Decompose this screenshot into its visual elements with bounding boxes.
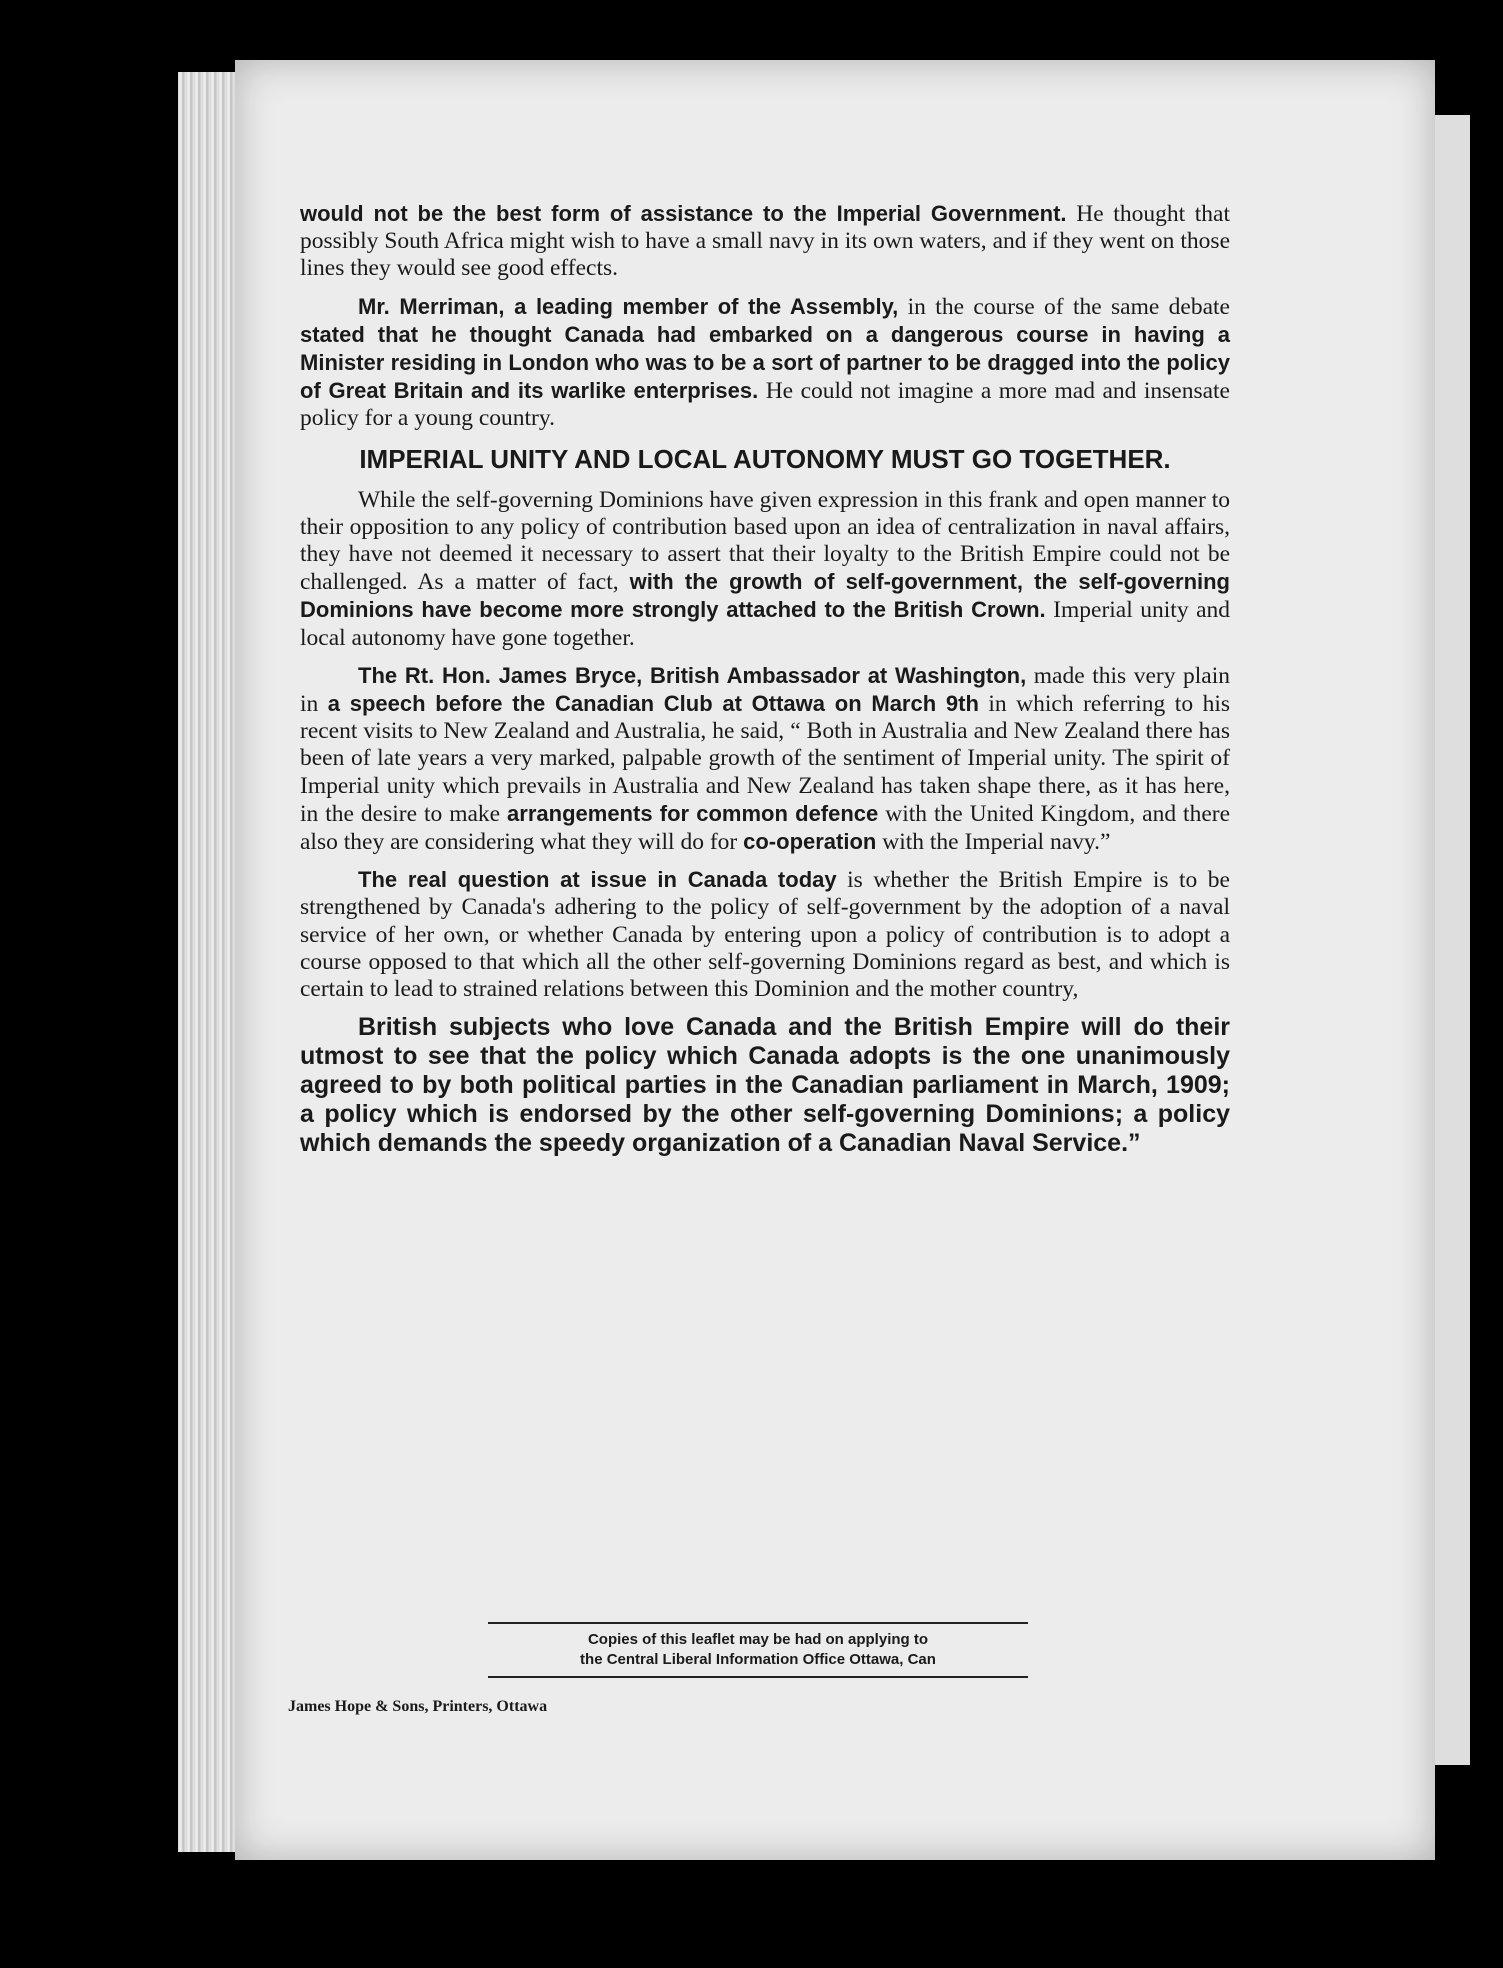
body-text	[300, 200, 1230, 1168]
text-run: in the course of the same debate	[898, 293, 1230, 320]
bold-run: arrangements for common defence	[507, 800, 879, 826]
paragraph-5	[300, 866, 1230, 1003]
paragraph-1	[300, 200, 1230, 283]
bold-run: with the growth of self-government, the self-governing Dominions have become more strongly attached to the British Crown.	[300, 569, 1230, 623]
text-run: Imperial unity and local autonomy have gone together.	[300, 597, 1230, 651]
text-run: He could not imagine a more mad and insensate policy for a young country.	[300, 378, 1230, 432]
text-run: is whether the British Empire is to be strengthened by Canada's adhering to the policy of self-government by the adoption of a naval service of her own, or whether Canada by entering upon a policy of contribution is to adopt a course opposed to that which all the other self-governing Dominions regard as best, and which is certain to lead to strained relations between this Dominion and the mother country,	[300, 867, 1230, 1003]
text-run: with the Imperial navy.”	[876, 829, 1111, 856]
text-run: with the United Kingdom, and there also they are considering what they will do for	[300, 800, 1231, 856]
bold-run: would not be the best form of assistance to the Imperial Government.	[300, 201, 1067, 226]
bold-run: co-operation	[743, 829, 877, 855]
bold-run: a speech before the Canadian Club at Ottawa on March 9th	[327, 691, 979, 717]
copies-notice	[488, 1622, 1028, 1678]
text-run: While the self-governing Dominions have given expression in this frank and open manner to their opposition to any policy of contribution based upon an idea of centralization in naval affairs, they have not deemed it necessary to assert that their loyalty to the British Empire could not be challenged. As a matter of fact,	[300, 486, 1230, 596]
section-heading: IMPERIAL UNITY AND LOCAL AUTONOMY MUST GO TOGETHER.	[359, 443, 1171, 474]
text-run: He thought that possibly South Africa might wish to have a small navy in its own waters, and if they went on those lines they would see good effects.	[300, 201, 1230, 282]
closing-paragraph: British subjects who love Canada and the British Empire will do their utmost to see that the policy which Canada adopts is the one unanimously agreed to by both political parties in the Canadian parliament in March, 1909; a policy which is endorsed by the other self-governing Dominions; a policy which demands the speedy organization of a Canadian Naval Service.”	[300, 1013, 1230, 1158]
printer-credit: James Hope & Sons, Printers, Ottawa	[288, 1698, 548, 1715]
bold-run: stated that he thought Canada had embarked on a dangerous course in having a Minister residing in London who was to be a sort of partner to be dragged into the policy of Great Britain and its warlike enterprises.	[300, 321, 1230, 404]
text-run: made this very plain in	[300, 662, 1230, 718]
bold-run: Mr. Merriman, a leading member of the Assembly,	[358, 293, 899, 319]
paragraph-2	[300, 293, 1230, 433]
copies-notice-line-1: Copies of this leaflet may be had on applying to	[587, 1631, 929, 1648]
text-run: in which referring to his recent visits to New Zealand and Australia, he said, “ Both in Australia and New Zealand there has been of late years a very marked, palpable growth of the sentiment of Imperial unity. The spirit of Imperial unity which prevails in Australia and New Zealand has taken shape there, as it has here, in the desire to make	[300, 691, 1230, 827]
paragraph-3	[300, 487, 1230, 652]
bold-run: The real question at issue in Canada today	[358, 867, 837, 893]
bold-run: The Rt. Hon. James Bryce, British Ambassador at Washington,	[358, 662, 1027, 688]
paragraph-4	[300, 662, 1230, 856]
copies-notice-line-2: the Central Liberal Information Office Ottawa, Can	[580, 1651, 936, 1668]
facing-page-strip	[1430, 115, 1470, 1765]
